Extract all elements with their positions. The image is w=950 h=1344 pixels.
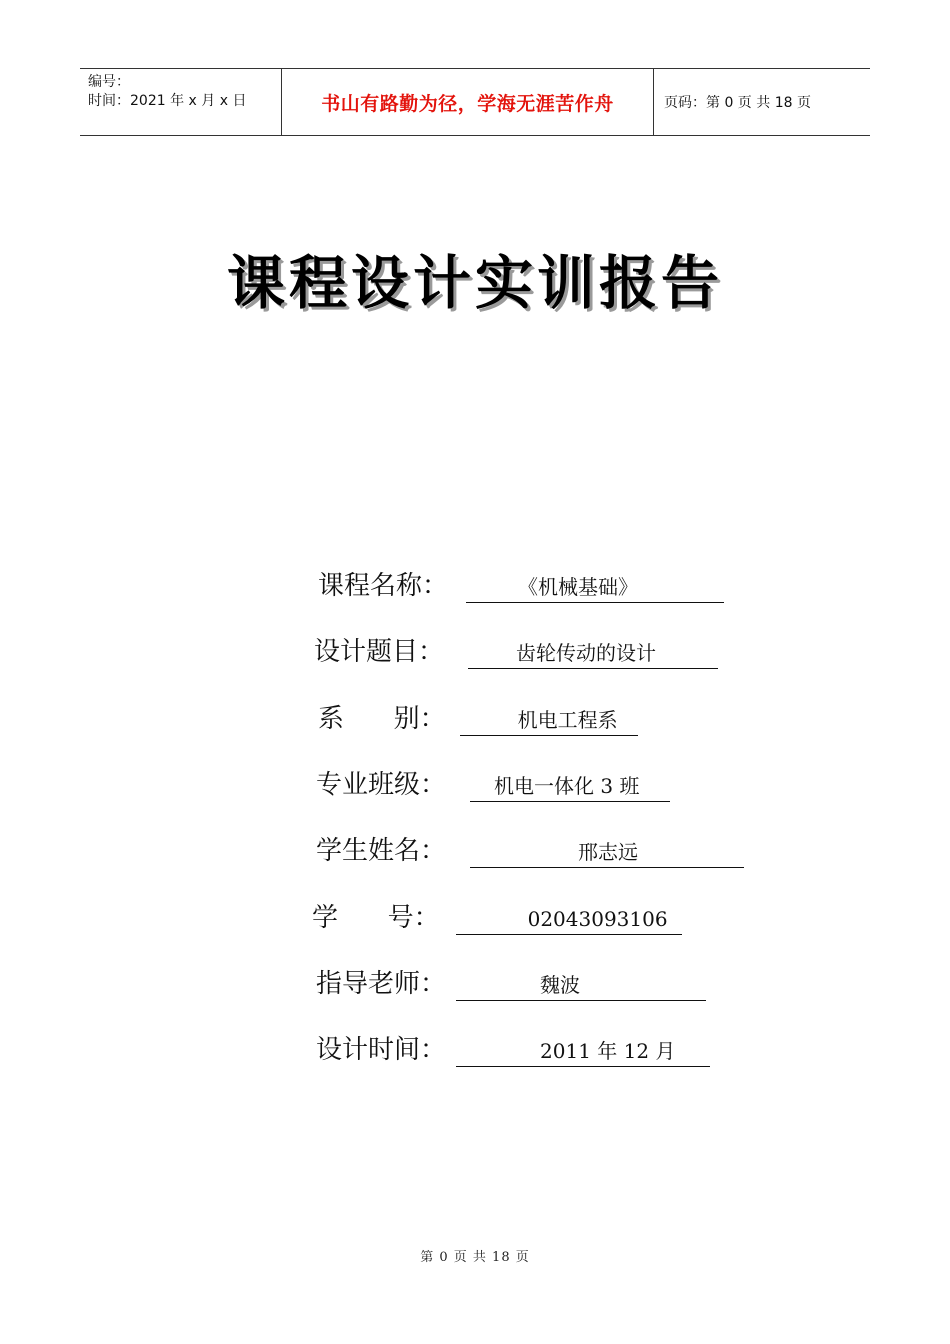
field-label: 专业班级： [316, 770, 447, 800]
field-value-line [468, 639, 718, 669]
header-number-label: 编号： [88, 74, 130, 90]
field-value-line [456, 971, 706, 1001]
field-value: 魏波 [540, 973, 581, 997]
field-value-line [466, 573, 724, 603]
header-page-code: 页码：第 0 页 共 18 页 [664, 95, 811, 111]
field-label: 课程名称： [318, 571, 449, 601]
field-advisor [316, 961, 706, 1001]
field-value: 02043093106 [527, 907, 668, 931]
page-header [80, 68, 870, 136]
page-footer: 第 0 页 共 18 页 [420, 1250, 530, 1265]
field-label: 系 别： [318, 704, 446, 734]
field-student-id [312, 895, 682, 935]
field-value: 机电一体化 3 班 [494, 774, 640, 798]
field-student-name [316, 828, 744, 868]
field-label: 学生姓名： [316, 836, 447, 866]
field-value-line [470, 838, 744, 868]
field-course-name [318, 563, 724, 603]
field-value-line [460, 706, 638, 736]
header-motto: 书山有路勤为径，学海无涯苦作舟 [282, 69, 654, 135]
field-value: 齿轮传动的设计 [516, 641, 657, 665]
field-value: 机电工程系 [517, 708, 618, 732]
field-value: 2011 年 12 月 [540, 1039, 676, 1063]
field-label: 指导老师： [316, 969, 447, 999]
field-design-topic [314, 629, 718, 669]
report-title: 课程设计实训报告 [226, 249, 723, 317]
field-label: 学 号： [312, 903, 440, 933]
field-class [316, 762, 670, 802]
field-value-line [456, 905, 682, 935]
field-value: 《机械基础》 [518, 575, 639, 599]
field-department [318, 696, 638, 736]
field-label: 设计时间： [316, 1035, 447, 1065]
field-value: 邢志远 [578, 840, 639, 864]
header-meta [80, 69, 282, 135]
header-time: 时间：2021 年 x 月 x 日 [88, 93, 247, 109]
field-design-time [316, 1027, 710, 1067]
field-label: 设计题目： [314, 637, 445, 667]
field-value-line [470, 772, 670, 802]
field-value-line [456, 1037, 710, 1067]
